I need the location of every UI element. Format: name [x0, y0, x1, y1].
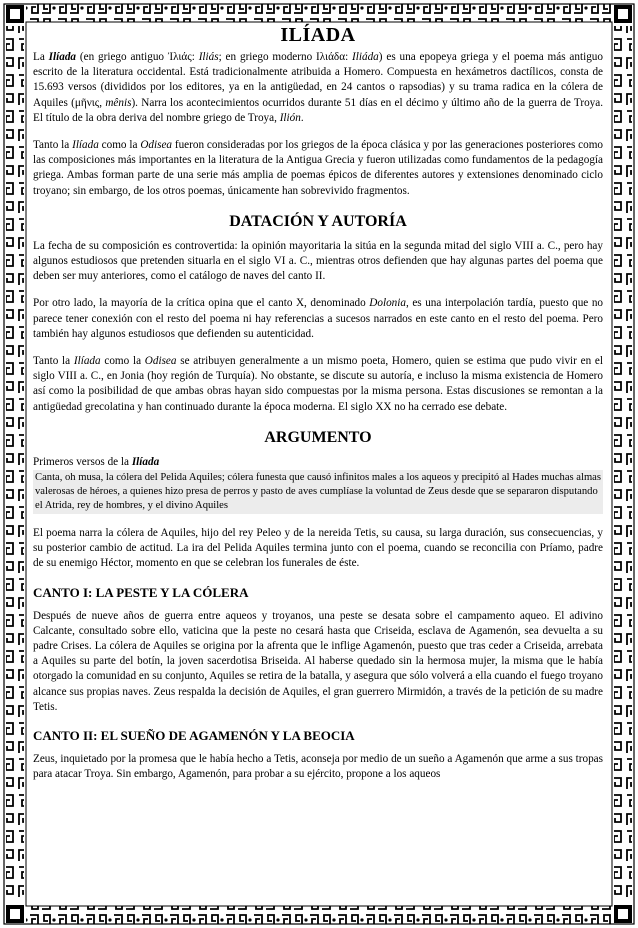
intro-paragraph-2: Tanto la Ilíada como la Odisea fueron consideradas por los griegos de la época clásica y por las generaciones posteriores como las composiciones más importantes en la literatura de la Antigua Grecia y fueron utilizadas como fundamentos de la pedagogía griega. Ambas forman parte de una serie más amplia de poemas épicos de diferentes autores y extensiones denominado ciclo troyano; sin embargo, de los otros poemas, únicamente han sobrevivido fragmentos. — [33, 139, 604, 197]
quote-block: Canta, oh musa, la cólera del Pelida Aquiles; cólera funesta que causó infinitos males a los aqueos y precipitó al Hades muchas almas valerosas de héroes, a quienes hizo presa de perros y pasto de aves cumplíase la voluntad de Zeus desde que se separaron disputando el Atrida, rey de hombres, y el divino Aquiles — [33, 470, 603, 514]
document-title: ILÍADA — [280, 24, 356, 46]
quote-intro: Primeros versos de la Ilíada — [33, 455, 160, 468]
section-heading-argumento: ARGUMENTO — [264, 428, 372, 446]
datacion-paragraph-1: La fecha de su composición es controvertida: la opinión mayoritaria la sitúa en la segunda mitad del siglo VIII a. C., pero hay algunos estudiosos que pretenden situarla en el siglo VI a. C., mientras otros defienden que hay algunas partes del poema que deben ser muy anteriores, como el catálogo de naves del canto II. — [33, 239, 603, 283]
argumento-paragraph-1: El poema narra la cólera de Aquiles, hijo del rey Peleo y de la nereida Tetis, su causa, su larga duración, sus consecuencias, y su posterior cambio de actitud. La ira del Pelida Aquiles termina junto con el poema, cuando se reconcilia con Príamo, padre de su enemigo Héctor, momento en que se celebran los funerales de éste. — [33, 527, 603, 570]
section-heading-datacion: DATACIÓN Y AUTORÍA — [229, 212, 407, 230]
document-body — [33, 22, 603, 795]
section-heading-canto-2: CANTO II: EL SUEÑO DE AGAMENÓN Y LA BEOCIA — [33, 728, 355, 744]
section-heading-canto-1: CANTO I: LA PESTE Y LA CÓLERA — [33, 584, 249, 600]
intro-paragraph-1: La Ilíada (en griego antiguo Ἰλιάς: Iliás; en griego moderno Ιλιάδα: Iliáda) es una epopeya griega y el poema más antiguo escrito de la literatura occidental. Está tradicionalmente atribuida a Homero. Compuesta en hexámetros dactílicos, consta de 15.693 versos (divididos por los editores, ya en la antigüedad, en 24 cantos o rapsodias) y su trama radica en la cólera de Aquiles (μῆνις, mênis). Narra los acontecimientos ocurridos durante 51 días en el décimo y último año de la guerra de Troya. El título de la obra deriva del nombre griego de Troya, Ilión. — [33, 51, 604, 124]
canto-1-paragraph: Después de nueve años de guerra entre aqueos y troyanos, una peste se desata sobre el campamento aqueo. El adivino Calcante, consultado sobre ello, vaticina que la peste no cesará hasta que Criseida, esclava de Agamenón, sea devuelta a su padre Crises. La cólera de Aquiles se origina por la afrenta que le inflige Agamenón, puesto que tras ceder a Criseida, arrebata a Aquiles su parte del botín, la joven sacerdotisa Briseida. Al haberse quedado sin la hermosa mujer, la misma que le había otorgado la comunidad en su conjunto, Aquiles se retira de la batalla, y asegura que sólo volverá a ella cuando el fuego troyano alcance sus propias naves. Zeus respalda la decisión de Aquiles, el gran guerrero Mirmidón, a través de la petición de su madre Tetis. — [33, 609, 603, 713]
canto-2-paragraph: Zeus, inquietado por la promesa que le había hecho a Tetis, aconseja por medio de un sueño a Agamenón que arme a sus tropas para atacar Troya. Sin embargo, Agamenón, para probar a su ejército, propone a los aqueos — [33, 753, 603, 781]
datacion-paragraph-2: Por otro lado, la mayoría de la crítica opina que el canto X, denominado Dolonia, es una interpolación tardía, puesto que no parece tener conexión con el resto del poema ni hay referencias a sucesos narrados en este canto en el resto del poema. Pero también hay algunos estudiosos que defienden su autenticidad. — [33, 297, 604, 340]
datacion-paragraph-3: Tanto la Ilíada como la Odisea se atribuyen generalmente a un mismo poeta, Homero, quien se estima que pudo vivir en el siglo VIII a. C., en Jonia (hoy región de Turquía). No obstante, se discute su autoría, e incluso la misma existencia de Homero así como la posibilidad de que ambas obras hayan sido compuestas por la misma persona. Estas discusiones se remontan a la antigüedad grecolatina y han continuado durante la época moderna. El siglo XX no ha cerrado ese debate. — [33, 355, 603, 413]
